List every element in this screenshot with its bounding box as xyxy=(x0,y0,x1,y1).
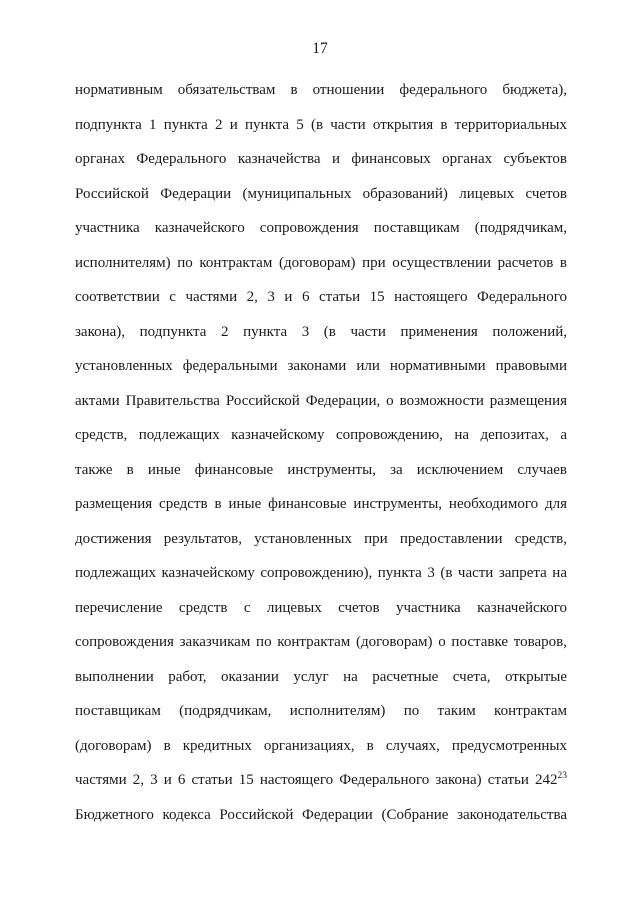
text-line: сопровождения заказчикам по контрактам (договорам) о поставке товаров, xyxy=(75,634,567,650)
text-line: поставщикам (подрядчикам, исполнителям) по таким контрактам xyxy=(75,703,567,719)
article-superscript: 23 xyxy=(557,771,567,781)
text-line: Бюджетного кодекса Российской Федерации (Собрание законодательства xyxy=(75,806,567,823)
text-line: исполнителям) по контрактам (договорам) при осуществлении расчетов в xyxy=(75,254,567,271)
text-line: перечисление средств с лицевых счетов участника казначейского xyxy=(75,599,567,616)
body-text xyxy=(75,78,567,837)
text-line: размещения средств в иные финансовые инструменты, необходимого для xyxy=(75,496,567,512)
text-line: закона), подпункта 2 пункта 3 (в части применения положений, xyxy=(75,323,567,340)
text-line-with-superscript xyxy=(75,768,567,803)
text-line: подпункта 1 пункта 2 и пункта 5 (в части открытия в территориальных xyxy=(75,116,567,133)
text-line: также в иные финансовые инструменты, за исключением случаев xyxy=(75,461,567,478)
page-number: 17 xyxy=(312,40,328,57)
text-line: участника казначейского сопровождения поставщикам (подрядчикам, xyxy=(75,220,567,236)
text-line: актами Правительства Российской Федерации, о возможности размещения xyxy=(75,392,567,409)
text-line: подлежащих казначейскому сопровождению), пункта 3 (в части запрета на xyxy=(75,565,567,581)
text-line: органах Федерального казначейства и финансовых органах субъектов xyxy=(75,151,567,167)
text-line: установленных федеральными законами или нормативными правовыми xyxy=(75,358,567,374)
text-line: нормативным обязательствам в отношении федерального бюджета), xyxy=(75,82,567,98)
text-line: достижения результатов, установленных при предоставлении средств, xyxy=(75,530,567,547)
text-line: средств, подлежащих казначейскому сопровождению, на депозитах, а xyxy=(75,427,567,443)
text-line: соответствии с частями 2, 3 и 6 статьи 15 настоящего Федерального xyxy=(75,289,567,305)
text-line: Российской Федерации (муниципальных образований) лицевых счетов xyxy=(75,185,567,202)
text-line: (договорам) в кредитных организациях, в случаях, предусмотренных xyxy=(75,737,567,754)
text-line-main: частями 2, 3 и 6 статьи 15 настоящего Федерального закона) статьи 242 xyxy=(75,772,558,788)
text-line: выполнении работ, оказании услуг на расчетные счета, открытые xyxy=(75,668,567,685)
